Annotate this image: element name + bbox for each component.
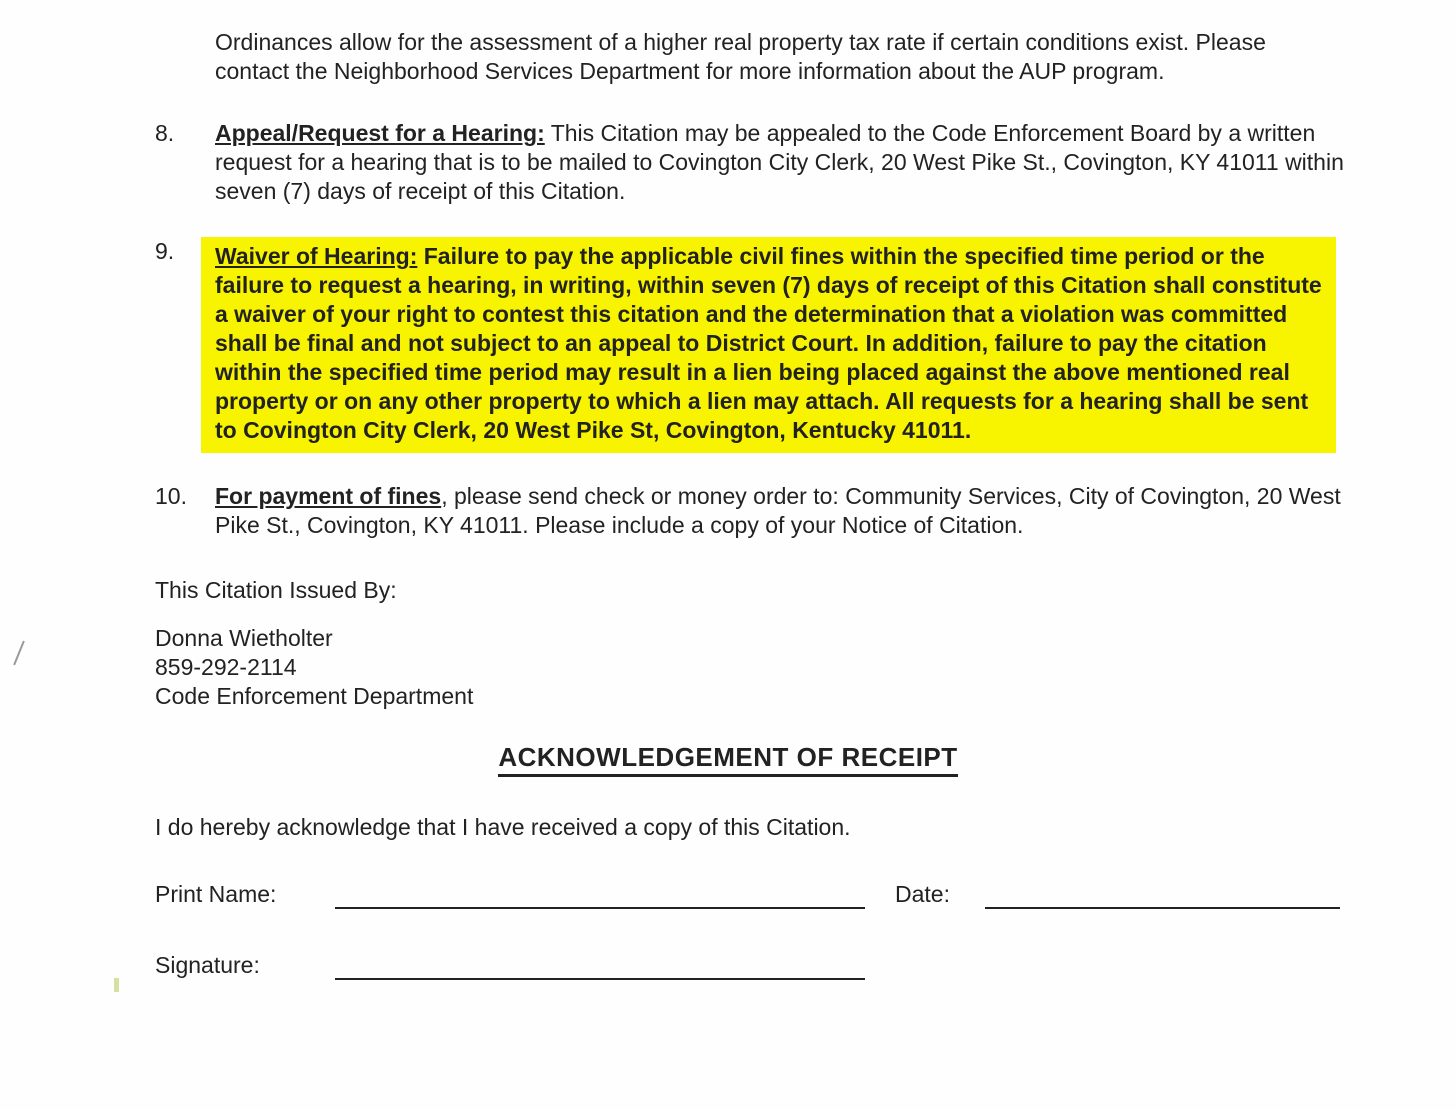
scan-artifact-speck [114, 978, 119, 992]
intro-paragraph: Ordinances allow for the assessment of a higher real property tax rate if certain conditions exist. Please contact the Neighborhood Services Department for more information about the AUP program. [215, 29, 1266, 84]
acknowledgement-statement: I do hereby acknowledge that I have received a copy of this Citation. [155, 814, 851, 840]
item-number: 10. [155, 483, 187, 509]
issued-by-label: This Citation Issued By: [155, 577, 397, 603]
item-text [215, 119, 1350, 206]
issuer-phone: 859-292-2114 [155, 654, 297, 680]
signature-row [155, 951, 1456, 980]
signature-blank-line [335, 954, 865, 980]
signature-label: Signature: [155, 952, 260, 978]
acknowledgement-title-text: ACKNOWLEDGEMENT OF RECEIPT [498, 742, 957, 777]
print-name-blank-line [335, 883, 865, 909]
print-name-date-row [155, 880, 1456, 909]
item-body: This Citation may be appealed to the Code Enforcement Board by a written request for a hearing that is to be mailed to Covington City Clerk, 20 West Pike St., Covington, KY 41011 within seven (7) days of receipt of this Citation. [215, 120, 1344, 204]
date-label: Date: [895, 881, 950, 907]
list-item-appeal [155, 119, 1456, 206]
item-heading: Waiver of Hearing: [215, 243, 418, 269]
list-item-waiver [155, 237, 1456, 453]
print-name-label: Print Name: [155, 881, 277, 907]
item-heading: Appeal/Request for a Hearing: [215, 120, 545, 146]
scan-artifact-slash [13, 641, 25, 666]
issuer-department: Code Enforcement Department [155, 683, 474, 709]
item-number: 8. [155, 120, 175, 146]
issuer-name: Donna Wietholter [155, 625, 333, 651]
acknowledgement-title [0, 741, 1456, 773]
item-body: Failure to pay the applicable civil fines within the specified time period or the failure to request a hearing, in writing, within seven (7) days of receipt of this Citation shall constitute a waiver of your right to contest this citation and the determination that a violation was committed shall be final and not subject to an appeal to District Court. In addition, failure to pay the citation within the specified time period may result in a lien being placed against the above mentioned real property or on any other property to which a lien may attach. All requests for a hearing shall be sent to Covington City Clerk, 20 West Pike St, Covington, Kentucky 41011. [215, 243, 1322, 443]
item-heading: For payment of fines [215, 483, 442, 509]
date-blank-line [985, 883, 1340, 909]
item-text [215, 482, 1350, 540]
highlighted-item-text [201, 237, 1336, 453]
item-number: 9. [155, 238, 175, 264]
item-body: , please send check or money order to: Community Services, City of Covington, 20 West Pike St., Covington, KY 41011. Please include a copy of your Notice of Citation. [215, 483, 1341, 538]
list-item-payment [155, 482, 1456, 540]
